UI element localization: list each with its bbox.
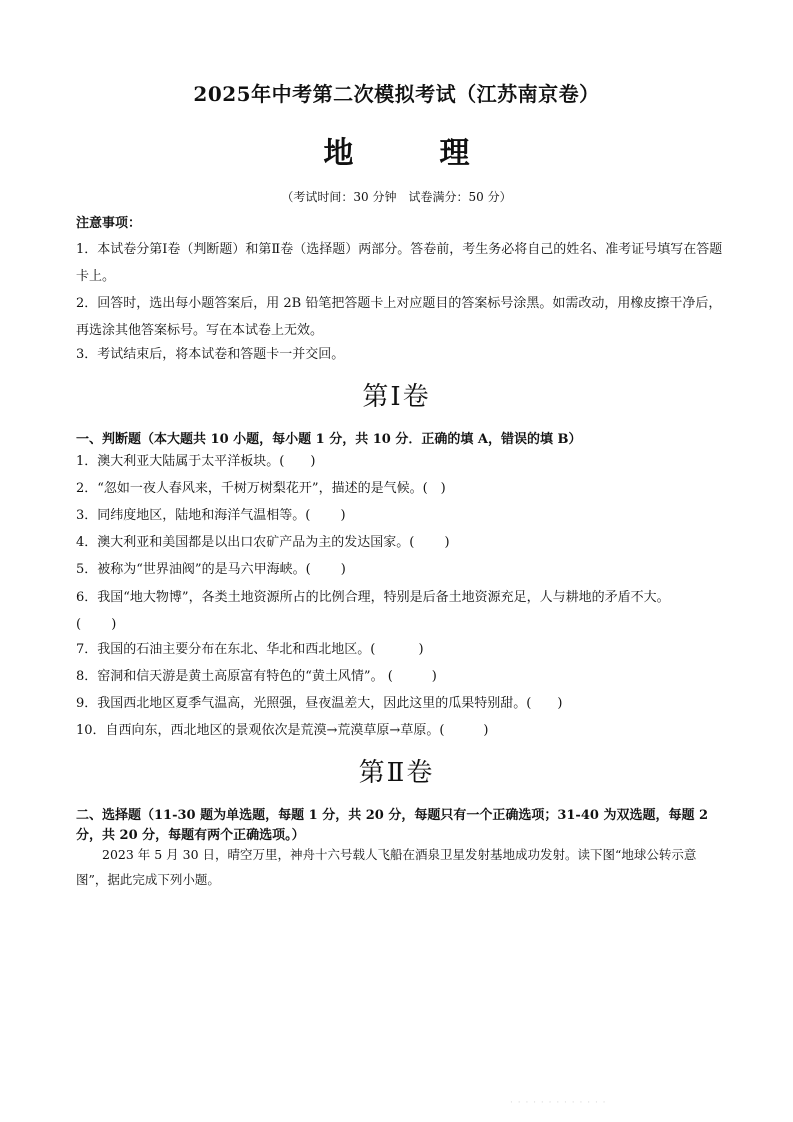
- question-6: 6．我国“地大物博”，各类土地资源所占的比例合理，特别是后备土地资源充足，人与耕地的矛盾不大。: [76, 590, 670, 605]
- question-intro-paragraph: 2023 年 5 月 30 日，晴空万里，神舟十六号载人飞船在酒泉卫星发射基地成功发射。读下图“地球公转示意图”，据此完成下列小题。: [76, 847, 697, 887]
- question-9: 9．我国西北地区夏季气温高，光照强，昼夜温差大，因此这里的瓜果特别甜。( ): [76, 696, 563, 711]
- note-item-2: 2．回答时，选出每小题答案后，用 2B 铅笔把答题卡上对应题目的答案标号涂黑。如需改动，用橡皮擦干净后，再选涂其他答案标号。写在本试卷上无效。: [76, 296, 722, 338]
- section-1-heading: 一、判断题（本大题共 10 小题，每小题 1 分，共 10 分．正确的填 A，错误的填 B）: [76, 432, 582, 447]
- section-2-heading: 二、选择题（11-30 题为单选题，每题 1 分，共 20 分，每题只有一个正确选项；31-40 为双选题，每题 2 分，共 20 分，每题有两个正确选项。）: [76, 808, 709, 843]
- subject-title: 地 理: [323, 136, 498, 171]
- part-1-title: 第Ⅰ卷: [362, 382, 431, 412]
- question-3: 3．同纬度地区，陆地和海洋气温相等。( ): [76, 508, 346, 523]
- question-7: 7．我国的石油主要分布在东北、华北和西北地区。( ): [76, 642, 424, 657]
- exam-info: （考试时间：30 分钟 试卷满分：50 分）: [281, 190, 512, 204]
- question-6-answer-blank: ( ): [76, 617, 117, 632]
- footer-watermark: · · · · · · · · · · · · ·: [510, 1098, 607, 1108]
- question-5: 5．被称为“世界油阀”的是马六甲海峡。( ): [76, 562, 346, 577]
- question-1: 1．澳大利亚大陆属于太平洋板块。( ): [76, 454, 316, 469]
- notes-heading: 注意事项：: [76, 216, 142, 231]
- note-item-1: 1．本试卷分第Ⅰ卷（判断题）和第Ⅱ卷（选择题）两部分。答卷前，考生务必将自己的姓名、准考证号填写在答题卡上。: [76, 242, 723, 284]
- part-2-title: 第Ⅱ卷: [358, 758, 435, 788]
- question-4: 4．澳大利亚和美国都是以出口农矿产品为主的发达国家。( ): [76, 535, 450, 550]
- exam-title: 2025年中考第二次模拟考试（江苏南京卷）: [193, 82, 600, 106]
- note-item-3: 3．考试结束后，将本试卷和答题卡一并交回。: [76, 347, 345, 362]
- question-8: 8．窑洞和信天游是黄土高原富有特色的“黄土风情”。 ( ): [76, 669, 437, 684]
- question-2: 2．“忽如一夜人春风来，千树万树梨花开”，描述的是气候。( ): [76, 481, 446, 496]
- question-10: 10．自西向东，西北地区的景观依次是荒漠→荒漠草原→草原。( ): [76, 723, 489, 738]
